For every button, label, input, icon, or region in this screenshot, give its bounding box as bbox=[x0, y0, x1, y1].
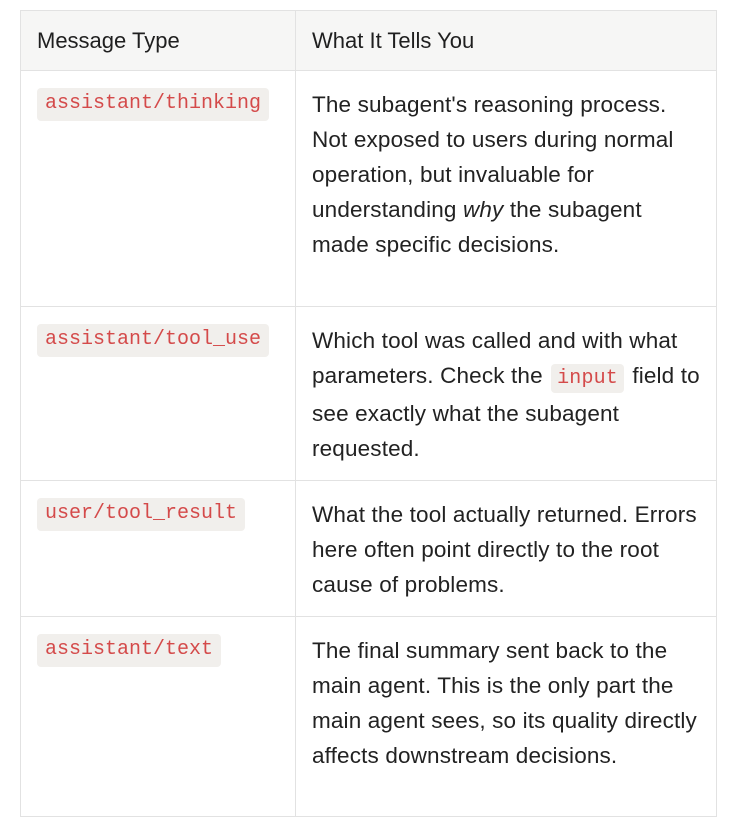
inline-code: input bbox=[551, 364, 624, 393]
message-type-code: user/tool_result bbox=[37, 498, 245, 531]
message-type-code: assistant/tool_use bbox=[37, 324, 269, 357]
table-row bbox=[21, 71, 717, 307]
description-text: Which tool was called and with what parameters. Check the bbox=[312, 328, 678, 388]
description-text: The final summary sent back to the main agent. This is the only part the main agent sees, so its quality directly affects downstream decisions. bbox=[312, 638, 697, 768]
table-row bbox=[21, 481, 717, 617]
message-type-cell bbox=[21, 481, 296, 617]
description-text: What the tool actually returned. Errors here often point directly to the root cause of problems. bbox=[312, 502, 697, 597]
message-type-code: assistant/text bbox=[37, 634, 221, 667]
description-cell bbox=[296, 307, 717, 481]
description-text: the subagent made specific decisions. bbox=[312, 197, 642, 257]
description-cell bbox=[296, 617, 717, 817]
table-row bbox=[21, 617, 717, 817]
message-type-cell bbox=[21, 307, 296, 481]
description-cell bbox=[296, 71, 717, 307]
header-row bbox=[21, 11, 717, 71]
message-type-cell bbox=[21, 617, 296, 817]
description-text: The subagent's reasoning process. Not exposed to users during normal operation, but invaluable for understanding bbox=[312, 92, 674, 222]
table-header bbox=[21, 11, 717, 71]
message-type-code: assistant/thinking bbox=[37, 88, 269, 121]
header-message-type: Message Type bbox=[21, 11, 296, 71]
emphasis-text: why bbox=[462, 197, 504, 222]
message-types-table bbox=[20, 10, 717, 817]
table-row bbox=[21, 307, 717, 481]
header-what-it-tells-you: What It Tells You bbox=[296, 11, 717, 71]
message-type-cell bbox=[21, 71, 296, 307]
description-text: field to see exactly what the subagent requested. bbox=[312, 363, 700, 461]
description-cell bbox=[296, 481, 717, 617]
